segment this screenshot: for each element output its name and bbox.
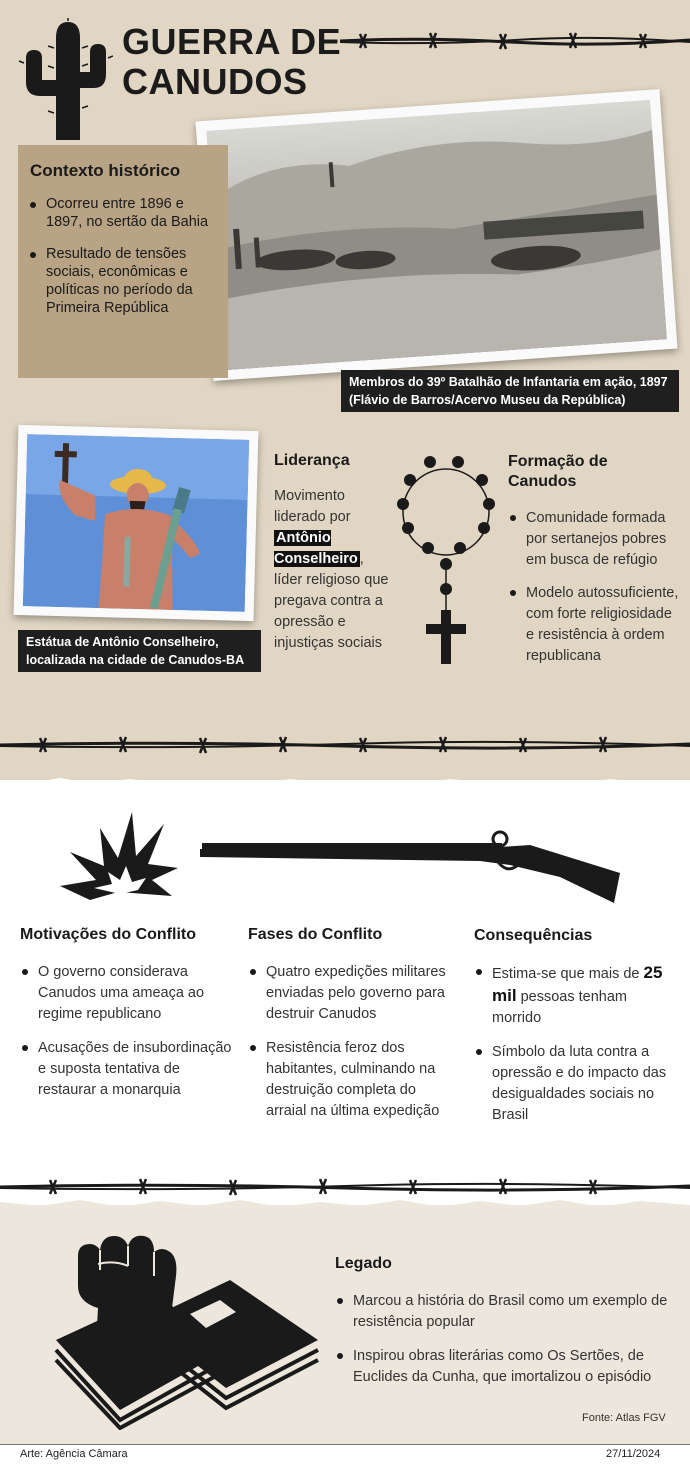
barbed-wire-icon: [0, 732, 690, 758]
battalion-photo-caption: Membros do 39º Batalhão de Infantaria em ação, 1897 (Flávio de Barros/Acervo Museu da República): [341, 370, 679, 412]
leader-name-highlight: Antônio Conselheiro: [274, 530, 358, 567]
formation-item: Comunidade formada por sertanejos pobres em busca de refúgio: [510, 508, 680, 571]
torn-edge-top: [0, 760, 690, 800]
barbed-wire-icon: [340, 28, 690, 54]
publication-date: 27/11/2024: [606, 1448, 661, 1460]
battalion-photo: [195, 89, 677, 381]
consequences-title: Consequências: [474, 927, 593, 944]
motivations-title: Motivações do Conflito: [20, 926, 196, 943]
consequences-item: Símbolo da luta contra a opressão e do impacto das desigualdades sociais no Brasil: [476, 1042, 676, 1126]
explosion-icon: [60, 808, 178, 900]
books-icon: [50, 1270, 322, 1430]
legacy-item: Inspirou obras literárias como Os Sertões, de Euclides da Cunha, que imortalizou o episódio: [337, 1346, 672, 1388]
statue-photo-caption: Estátua de Antônio Conselheiro, localizada na cidade de Canudos-BA: [18, 630, 261, 672]
phases-list: [250, 962, 460, 1135]
context-item: Ocorreu entre 1896 e 1897, no sertão da Bahia: [30, 195, 216, 231]
page-title: GUERRA DE CANUDOS: [122, 21, 342, 102]
context-box: [18, 145, 228, 378]
phases-item: Quatro expedições militares enviadas pelo governo para destruir Canudos: [250, 962, 460, 1025]
consequences-list: [476, 962, 676, 1139]
motivations-item: O governo considerava Canudos uma ameaça ao regime republicano: [22, 962, 232, 1025]
context-title: Contexto histórico: [30, 161, 181, 180]
leadership-text: Movimento liderado por Antônio Conselheiro , líder religioso que pregava contra a opressão e injustiças sociais: [274, 488, 389, 651]
rifle-icon: [200, 825, 620, 905]
statue-photo: [14, 425, 259, 621]
formation-title: Formação de Canudos: [508, 453, 608, 490]
legacy-list: [337, 1291, 672, 1401]
phases-title: Fases do Conflito: [248, 926, 383, 943]
context-item: Resultado de tensões sociais, econômicas e políticas no período da Primeira República: [30, 245, 216, 317]
barbed-wire-icon: [0, 1174, 690, 1200]
leadership-title: Liderança: [274, 452, 350, 469]
phases-item: Resistência feroz dos habitantes, culminando na destruição completa do arraial na última expedição: [250, 1038, 460, 1122]
art-credit: Arte: Agência Câmara: [20, 1448, 128, 1460]
battalion-photo-image: [206, 100, 667, 370]
legacy-item: Marcou a história do Brasil como um exemplo de resistência popular: [337, 1291, 672, 1333]
motivations-item: Acusações de insubordinação e suposta tentativa de restaurar a monarquia: [22, 1038, 232, 1101]
formation-item: Modelo autossuficiente, com forte religiosidade e resistência à ordem republicana: [510, 583, 680, 667]
formation-list: [510, 508, 680, 679]
consequences-item: Estima-se que mais de 25 mil pessoas tenham morrido: [476, 962, 676, 1029]
rosary-icon: [392, 452, 500, 667]
statue-photo-image: [23, 434, 249, 612]
source-note: Fonte: Atlas FGV: [582, 1412, 666, 1424]
death-toll-number: 25 mil: [492, 963, 663, 1005]
legacy-title: Legado: [335, 1255, 392, 1272]
cactus-icon: [18, 18, 113, 143]
motivations-list: [22, 962, 232, 1114]
